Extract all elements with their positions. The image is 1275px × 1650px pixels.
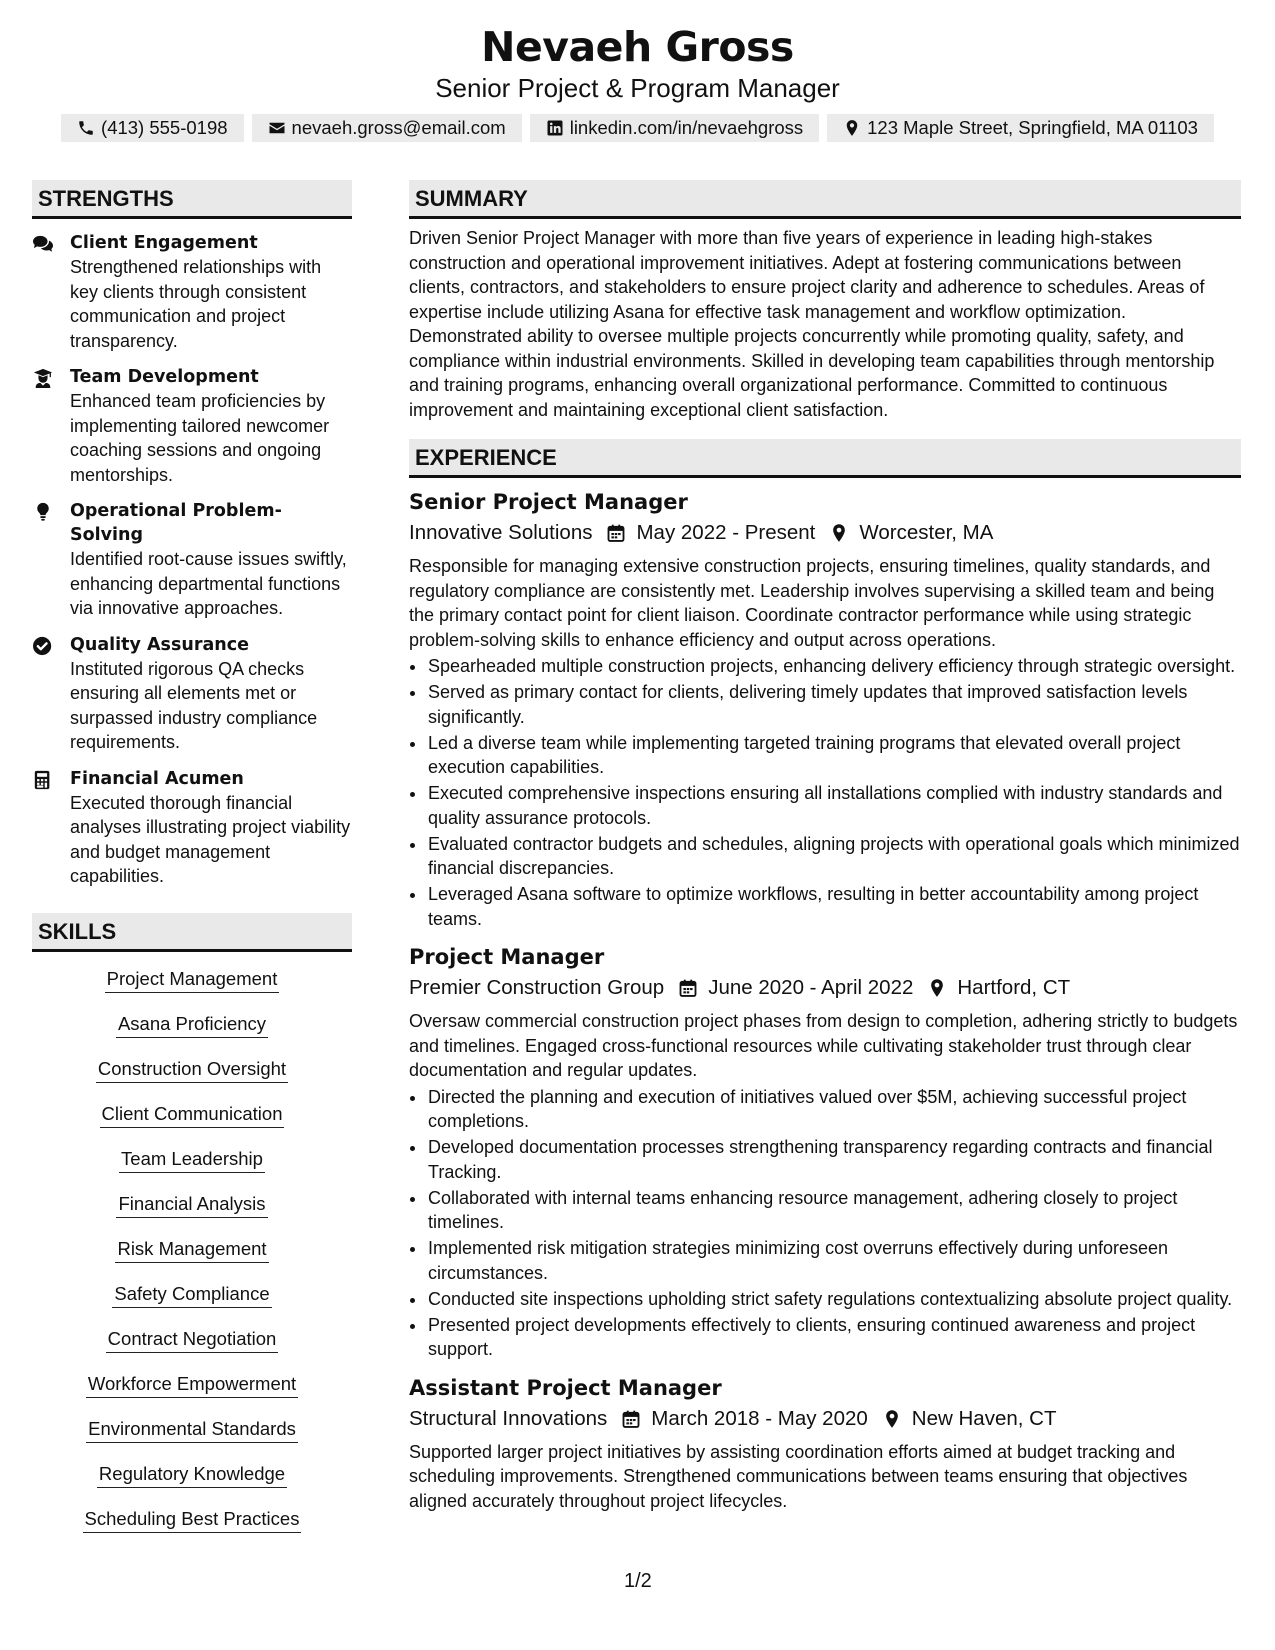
contact-email-text: nevaeh.gross@email.com [291,117,506,138]
job-meta [409,1405,1241,1433]
job-bullet: • Served as primary contact for clients, delivering timely updates that improved satisfaction levels significantly. [427,680,1241,729]
job-company: Premier Construction Group [409,976,665,999]
skill-item: Contract Negotiation [106,1327,279,1353]
map-pin-icon [882,1409,902,1429]
left-column [32,180,352,1552]
job-location: Hartford, CT [957,976,1071,999]
linkedin-icon [546,119,564,137]
strength-item [32,633,352,755]
job-bullet: • Presented project developments effectively to clients, ensuring continued awareness and project support. [427,1313,1241,1362]
strength-desc: Identified root-cause issues swiftly, enhancing departmental functions via innovative approaches. [70,549,347,618]
skill-item: Construction Oversight [96,1057,288,1083]
strength-desc: Enhanced team proficiencies by implementing tailored newcomer coaching sessions and ongoing mentorships. [70,391,330,485]
contact-address-text: 123 Maple Street, Springfield, MA 01103 [867,117,1198,138]
skill-item: Scheduling Best Practices [83,1507,302,1533]
calendar-icon [606,523,626,543]
job-meta [409,974,1241,1002]
strength-item [32,767,352,889]
strength-item [32,499,352,621]
job-bullet: • Conducted site inspections upholding strict safety regulations contextualizing absolute project quality. [427,1287,1241,1312]
contact-phone-text: (413) 555-0198 [101,117,228,138]
summary-heading: SUMMARY [409,180,1241,219]
strength-desc: Instituted rigorous QA checks ensuring all elements met or surpassed industry compliance requirements. [70,658,318,752]
job-description: Supported larger project initiatives by assisting coordination efforts aimed at budget tracking and scheduling improvements. Strengthened communications between teams ensuring that objectives aligned accurately throughout project lifecycles. [409,1441,1188,1511]
map-pin-icon [843,119,861,137]
calendar-icon [678,978,698,998]
skill-item: Environmental Standards [86,1417,298,1443]
contact-email[interactable] [252,114,522,142]
job-description: Oversaw commercial construction project phases from design to completion, adhering strictly to budgets and timelines. Engaged cross-functional resources while cultivating stakeholder trust through clear documentation and regular updates. [409,1011,1238,1080]
skill-item: Regulatory Knowledge [97,1462,287,1488]
job-dates: June 2020 - April 2022 [708,976,914,999]
envelope-icon [268,119,286,137]
strength-desc: Executed thorough financial analyses illustrating project viability and budget management capabilities. [70,792,351,886]
skill-item: Financial Analysis [116,1192,267,1218]
job-bullet: • Collaborated with internal teams enhancing resource management, adhering closely to project timelines. [427,1186,1241,1235]
strength-title: Financial Acumen [70,768,244,789]
job-dates: May 2022 - Present [636,521,816,544]
job-company: Innovative Solutions [409,521,593,544]
skill-item: Project Management [105,967,280,993]
job-bullet: • Evaluated contractor budgets and schedules, aligning projects with operational goals which minimized financial discrepancies. [427,832,1241,881]
job-bullet: • Executed comprehensive inspections ensuring all installations complied with industry standards and quality assurance protocols. [427,781,1241,830]
check-circle-icon [32,636,54,656]
experience-heading: EXPERIENCE [409,439,1241,478]
skills-list [32,967,352,1552]
job-bullet: • Leveraged Asana software to optimize workflows, resulting in better accountability among project teams. [427,882,1241,931]
strength-title: Quality Assurance [70,634,249,655]
job-title: Project Manager [409,945,605,969]
job-location: Worcester, MA [859,521,994,544]
map-pin-icon [927,978,947,998]
job-company: Structural Innovations [409,1406,608,1430]
graduate-icon [32,368,54,388]
comments-icon [32,234,54,254]
skill-item: Team Leadership [119,1147,265,1173]
contact-phone[interactable] [61,114,244,142]
skill-item: Asana Proficiency [116,1012,268,1038]
resume-header [0,0,1275,142]
skill-item: Client Communication [100,1102,285,1128]
map-pin-icon [829,523,849,543]
lightbulb-icon [32,502,54,522]
strength-title: Operational Problem-Solving [70,501,282,545]
right-column [409,180,1241,1513]
strength-title: Client Engagement [70,233,258,253]
candidate-name: Nevaeh Gross [481,23,794,71]
strength-item [32,365,352,487]
strength-desc: Strengthened relationships with key clients through consistent communication and project transparency. [70,257,322,351]
contact-linkedin[interactable] [530,114,819,142]
job-meta [409,519,1241,547]
calendar-icon [621,1409,641,1429]
summary-text: Driven Senior Project Manager with more than five years of experience in leading high-stakes construction and operational improvement initiatives. Adept at fostering communications between clients, contractors, and stakeholders to ensure project clarity and adherence to schedules. Areas of expertise include utilizing Asana for effective task management and workflow optimization. Demonstrated ability to oversee multiple projects concurrently while promoting quality, safety, and compliance within industrial environments. Skilled in developing team capabilities through mentorship and training programs, enhancing overall organizational performance. Committed to continuous improvement and maintaining exceptional client satisfaction. [409,228,1215,420]
contact-address [827,114,1214,142]
skill-item: Safety Compliance [112,1282,271,1308]
job-bullets [409,654,1241,931]
job-bullet: • Developed documentation processes strengthening transparency regarding contracts and financial Tracking. [427,1135,1241,1184]
job-entry [409,488,1241,931]
job-dates: March 2018 - May 2020 [651,1406,868,1430]
skill-item: Risk Management [115,1237,268,1263]
job-entry [409,943,1241,1362]
job-entry [409,1374,1241,1514]
job-title: Senior Project Manager [409,490,688,514]
strength-item [32,231,352,353]
job-bullet: • Led a diverse team while implementing targeted training programs that elevated overall project execution capabilities. [427,731,1241,780]
job-bullets [409,1085,1241,1362]
skills-heading: SKILLS [32,913,352,952]
calculator-icon [32,770,54,790]
job-title: Assistant Project Manager [409,1375,722,1400]
phone-icon [77,119,95,137]
job-bullet: • Spearheaded multiple construction projects, enhancing delivery efficiency through strategic oversight. [427,654,1241,679]
strength-title: Team Development [70,367,259,387]
contact-bar [0,114,1275,142]
skill-item: Workforce Empowerment [86,1372,298,1398]
job-bullet: • Directed the planning and execution of initiatives valued over $5M, achieving successful project completions. [427,1085,1241,1134]
job-description: Responsible for managing extensive construction projects, ensuring timelines, quality standards, and regulatory compliance are consistently met. Leadership involves supervising a skilled team and being the primary contact point for client liaison. Coordinate contractor performance while using strategic problem-solving skills to enhance efficiency and output across operations. [409,556,1215,650]
job-bullet: • Implemented risk mitigation strategies minimizing cost overruns effectively during unforeseen circumstances. [427,1236,1241,1285]
job-location: New Haven, CT [911,1406,1057,1430]
page-number: 1/2 [624,1570,652,1592]
candidate-title: Senior Project & Program Manager [435,73,840,103]
contact-linkedin-text: linkedin.com/in/nevaehgross [569,117,804,138]
strengths-heading: STRENGTHS [32,180,352,219]
